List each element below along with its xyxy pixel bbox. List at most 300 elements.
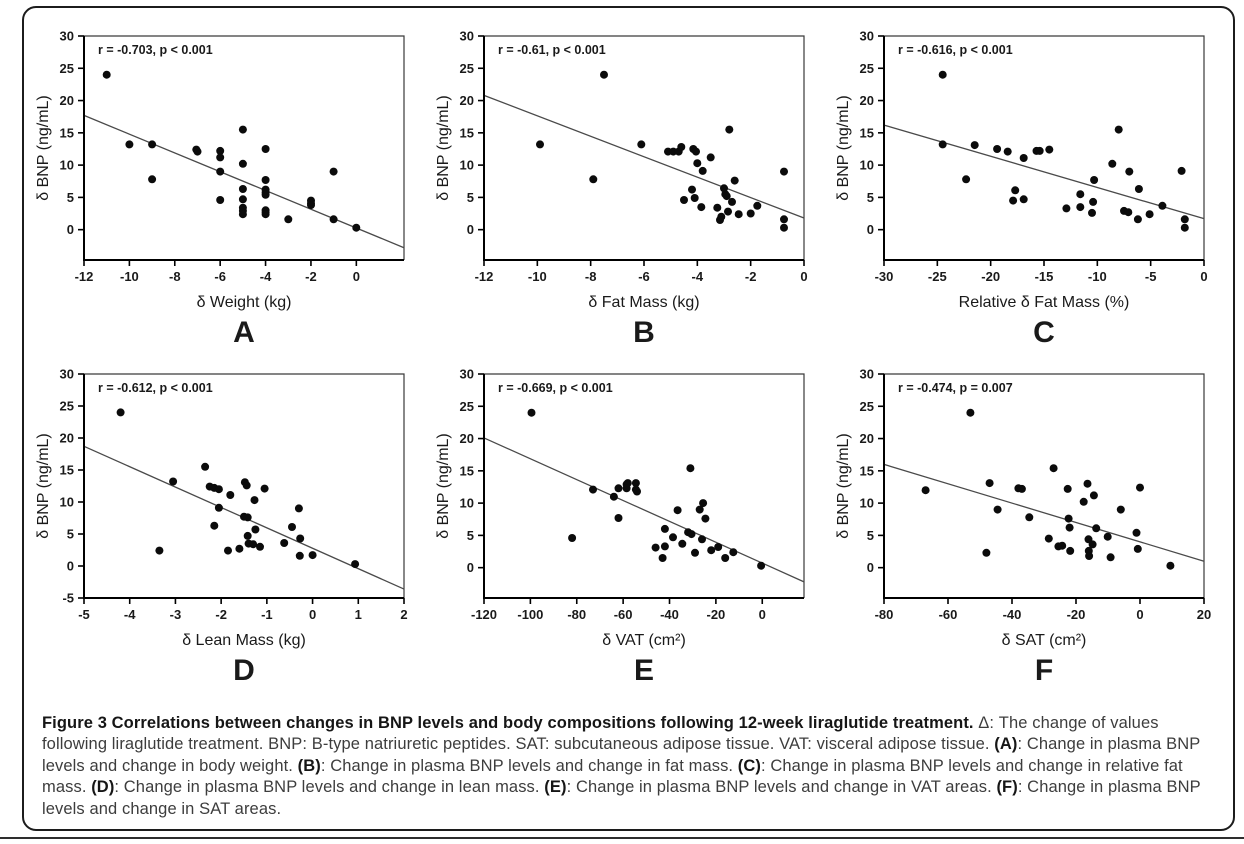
- caption-segment: : Change in plasma BNP levels and change in VAT areas.: [566, 778, 997, 796]
- data-point: [701, 515, 709, 523]
- y-tick-label: 10: [859, 157, 874, 173]
- data-point: [1004, 148, 1012, 156]
- data-point: [707, 153, 715, 161]
- data-point: [724, 208, 732, 216]
- x-tick-label: -60: [613, 607, 633, 622]
- bottom-rule: [0, 837, 1244, 839]
- data-point: [680, 196, 688, 204]
- data-point: [699, 167, 707, 175]
- data-point: [1115, 126, 1123, 134]
- caption-segment: : Change in plasma BNP levels and change in SAT areas.: [42, 778, 1201, 818]
- data-point: [1134, 545, 1142, 553]
- data-point: [235, 545, 243, 553]
- y-axis-label: δ BNP (ng/mL): [835, 433, 852, 539]
- caption-segment: : Change in plasma BNP levels and change in body weight.: [42, 735, 1201, 775]
- x-axis-label: δ Lean Mass (kg): [182, 632, 306, 649]
- y-tick-label: 5: [866, 527, 874, 543]
- regression-line: [884, 464, 1204, 561]
- stats-label: r = -0.474, p = 0.007: [898, 381, 1013, 395]
- caption-bold-segment: (E): [544, 778, 567, 796]
- data-point: [1066, 524, 1074, 532]
- y-tick-label: 30: [459, 28, 474, 44]
- data-point: [994, 506, 1002, 514]
- data-point: [699, 499, 707, 507]
- scatter-points: [939, 71, 1189, 232]
- scatter-plot-C: [832, 16, 1217, 346]
- data-point: [600, 71, 608, 79]
- data-point: [659, 554, 667, 562]
- data-point: [747, 210, 755, 218]
- plot-frame: [484, 374, 804, 598]
- data-point: [589, 175, 597, 183]
- data-point: [716, 216, 724, 224]
- data-point: [1136, 484, 1144, 492]
- x-tick-label: 0: [352, 269, 360, 284]
- data-point: [731, 177, 739, 185]
- data-point: [1085, 552, 1093, 560]
- data-point: [1084, 480, 1092, 488]
- scatter-points: [528, 409, 766, 570]
- data-point: [780, 168, 788, 176]
- data-point: [1089, 540, 1097, 548]
- y-tick-label: 25: [59, 398, 74, 414]
- panel-C: [832, 16, 1217, 346]
- y-tick-label: 25: [859, 398, 874, 414]
- panel-letter: E: [633, 654, 655, 684]
- x-axis-label: Relative δ Fat Mass (%): [958, 294, 1130, 311]
- x-tick-labels: [875, 598, 1212, 622]
- y-tick-label: 0: [866, 560, 874, 576]
- axes: [884, 36, 1204, 260]
- data-point: [757, 562, 765, 570]
- x-tick-label: -12: [74, 269, 94, 284]
- data-point: [568, 534, 576, 542]
- x-tick-label: -4: [123, 607, 136, 622]
- data-point: [780, 215, 788, 223]
- y-tick-label: 20: [859, 93, 874, 109]
- plot-frame: [484, 36, 804, 260]
- x-tick-label: -5: [78, 607, 90, 622]
- y-tick-label: 0: [466, 560, 474, 576]
- y-tick-label: 10: [859, 495, 874, 511]
- data-point: [239, 185, 247, 193]
- scatter-points: [103, 71, 361, 232]
- data-point: [148, 140, 156, 148]
- x-tick-labels: [75, 260, 360, 284]
- panel-letter: C: [1033, 316, 1055, 346]
- x-tick-label: -80: [874, 607, 894, 622]
- x-tick-labels: [875, 260, 1208, 284]
- data-point: [623, 484, 631, 492]
- x-tick-labels: [471, 598, 766, 622]
- data-point: [691, 549, 699, 557]
- panel-A: [32, 16, 417, 346]
- data-point: [698, 535, 706, 543]
- data-point: [633, 488, 641, 496]
- axes: [884, 374, 1204, 598]
- x-tick-label: -10: [1087, 269, 1107, 284]
- data-point: [103, 71, 111, 79]
- data-point: [148, 175, 156, 183]
- caption-segment: : Change in plasma BNP levels and change in fat mass.: [320, 756, 738, 775]
- data-point: [169, 478, 177, 486]
- data-point: [125, 140, 133, 148]
- scatter-plot-E: [432, 354, 817, 684]
- stats-label: r = -0.669, p < 0.001: [498, 381, 613, 395]
- plot-frame: [884, 36, 1204, 260]
- data-point: [1104, 533, 1112, 541]
- data-point: [155, 547, 163, 555]
- stats-label: r = -0.703, p < 0.001: [98, 43, 213, 57]
- data-point: [1117, 506, 1125, 514]
- data-point: [713, 204, 721, 212]
- data-point: [1058, 542, 1066, 550]
- data-point: [1066, 547, 1074, 555]
- data-point: [1089, 198, 1097, 206]
- x-tick-label: -30: [874, 269, 894, 284]
- data-point: [1166, 562, 1174, 570]
- data-point: [728, 198, 736, 206]
- data-point: [677, 143, 685, 151]
- x-tick-label: -12: [474, 269, 494, 284]
- x-axis-label: δ Fat Mass (kg): [588, 294, 700, 311]
- data-point: [284, 215, 292, 223]
- data-point: [1045, 535, 1053, 543]
- y-tick-label: 15: [59, 462, 74, 478]
- caption-bold-segment: (C): [737, 756, 762, 775]
- data-point: [661, 525, 669, 533]
- data-point: [939, 140, 947, 148]
- data-point: [1018, 485, 1026, 493]
- data-point: [215, 485, 223, 493]
- y-axis-label: δ BNP (ng/mL): [35, 95, 52, 201]
- y-axis-label: δ BNP (ng/mL): [835, 95, 852, 201]
- data-point: [922, 486, 930, 494]
- x-axis-label: δ SAT (cm²): [1001, 632, 1087, 649]
- data-point: [610, 493, 618, 501]
- data-point: [194, 148, 202, 156]
- data-point: [1146, 210, 1154, 218]
- y-tick-label: 5: [866, 189, 874, 205]
- data-point: [351, 560, 359, 568]
- y-tick-label: 25: [59, 60, 74, 76]
- data-point: [1045, 146, 1053, 154]
- data-point: [296, 552, 304, 560]
- y-tick-labels: [460, 29, 484, 238]
- data-point: [215, 504, 223, 512]
- data-point: [239, 160, 247, 168]
- x-tick-label: -15: [1034, 269, 1054, 284]
- data-point: [652, 544, 660, 552]
- x-tick-label: -25: [927, 269, 947, 284]
- data-point: [330, 215, 338, 223]
- panel-letter: B: [633, 316, 655, 346]
- y-tick-labels: [860, 367, 884, 576]
- panel-D: [32, 354, 417, 684]
- y-tick-labels: [60, 29, 84, 238]
- x-tick-labels: [78, 598, 407, 622]
- x-tick-label: -4: [259, 269, 272, 284]
- data-point: [536, 140, 544, 148]
- x-tick-labels: [475, 260, 808, 284]
- y-tick-label: 15: [59, 125, 74, 141]
- data-point: [1020, 195, 1028, 203]
- y-tick-label: 5: [466, 189, 474, 205]
- y-tick-label: 30: [859, 366, 874, 382]
- data-point: [678, 540, 686, 548]
- data-point: [251, 526, 259, 534]
- data-point: [637, 140, 645, 148]
- x-tick-label: -20: [706, 607, 726, 622]
- y-tick-label: 10: [59, 494, 74, 510]
- data-point: [1062, 204, 1070, 212]
- data-point: [528, 409, 536, 417]
- x-tick-label: 20: [1196, 607, 1212, 622]
- caption-bold-segment: (F): [996, 778, 1018, 796]
- x-tick-label: 0: [758, 607, 766, 622]
- panel-letter: F: [1034, 654, 1054, 684]
- x-tick-label: -10: [119, 269, 139, 284]
- data-point: [1065, 515, 1073, 523]
- plot-frame: [884, 374, 1204, 598]
- data-point: [1076, 190, 1084, 198]
- data-point: [1076, 203, 1084, 211]
- data-point: [714, 543, 722, 551]
- data-point: [693, 159, 701, 167]
- data-point: [707, 546, 715, 554]
- data-point: [307, 201, 315, 209]
- data-point: [692, 148, 700, 156]
- data-point: [1020, 154, 1028, 162]
- y-tick-label: 10: [459, 495, 474, 511]
- data-point: [1181, 215, 1189, 223]
- y-tick-label: 30: [59, 366, 74, 382]
- y-tick-label: 20: [459, 431, 474, 447]
- data-point: [1107, 553, 1115, 561]
- y-tick-label: 0: [66, 558, 74, 574]
- data-point: [262, 145, 270, 153]
- y-tick-label: 5: [466, 527, 474, 543]
- scatter-points: [922, 409, 1175, 570]
- x-tick-label: 0: [308, 607, 317, 622]
- y-tick-label: 20: [459, 93, 474, 109]
- regression-line: [484, 438, 804, 582]
- y-tick-label: 0: [466, 222, 474, 238]
- data-point: [753, 202, 761, 210]
- data-point: [691, 194, 699, 202]
- data-point: [615, 484, 623, 492]
- data-point: [201, 463, 209, 471]
- data-point: [1135, 185, 1143, 193]
- x-tick-label: -2: [744, 269, 757, 284]
- x-tick-label: -4: [691, 269, 704, 284]
- data-point: [296, 535, 304, 543]
- data-point: [1050, 464, 1058, 472]
- data-point: [686, 464, 694, 472]
- data-point: [1090, 491, 1098, 499]
- x-tick-label: 2: [400, 607, 408, 622]
- data-point: [262, 210, 270, 218]
- data-point: [262, 176, 270, 184]
- data-point: [589, 486, 597, 494]
- y-tick-label: -5: [62, 590, 74, 606]
- data-point: [1124, 208, 1132, 216]
- figure-frame: [22, 6, 1235, 831]
- data-point: [239, 210, 247, 218]
- y-axis-label: δ BNP (ng/mL): [435, 95, 452, 201]
- data-point: [688, 530, 696, 538]
- data-point: [986, 479, 994, 487]
- data-point: [1181, 224, 1189, 232]
- x-tick-label: -20: [1066, 607, 1086, 622]
- x-tick-label: -6: [214, 269, 226, 284]
- data-point: [261, 485, 269, 493]
- panel-F: [832, 354, 1217, 684]
- data-point: [239, 195, 247, 203]
- y-tick-label: 25: [859, 60, 874, 76]
- x-tick-label: -2: [215, 607, 227, 622]
- data-point: [288, 523, 296, 531]
- x-tick-label: 0: [1136, 607, 1144, 622]
- data-point: [243, 481, 251, 489]
- data-point: [352, 224, 360, 232]
- y-tick-label: 5: [66, 189, 74, 205]
- data-point: [780, 224, 788, 232]
- data-point: [1025, 513, 1033, 521]
- regression-line: [884, 125, 1204, 219]
- y-tick-labels: [60, 367, 84, 606]
- x-tick-label: 0: [1200, 269, 1208, 284]
- x-tick-label: -5: [1144, 269, 1157, 284]
- data-point: [330, 168, 338, 176]
- x-tick-label: -8: [584, 269, 597, 284]
- stats-label: r = -0.616, p < 0.001: [898, 43, 1013, 57]
- data-point: [721, 554, 729, 562]
- x-tick-label: 1: [354, 607, 362, 622]
- data-point: [244, 513, 252, 521]
- x-tick-label: -8: [168, 269, 181, 284]
- caption-bold-segment: (A): [994, 735, 1018, 753]
- y-tick-label: 10: [59, 157, 74, 173]
- data-point: [962, 175, 970, 183]
- data-point: [688, 186, 696, 194]
- data-point: [615, 514, 623, 522]
- y-tick-label: 20: [859, 431, 874, 447]
- x-tick-label: -40: [1002, 607, 1022, 622]
- stats-label: r = -0.612, p < 0.001: [98, 381, 213, 395]
- data-point: [226, 491, 234, 499]
- x-tick-label: -10: [527, 269, 547, 284]
- data-point: [661, 542, 669, 550]
- data-point: [1036, 147, 1044, 155]
- scatter-plot-B: [432, 16, 817, 346]
- x-tick-label: -20: [981, 269, 1001, 284]
- data-point: [239, 126, 247, 134]
- scatter-plot-F: [832, 354, 1217, 684]
- y-tick-label: 15: [459, 125, 474, 141]
- caption-bold-segment: Figure 3 Correlations between changes in BNP levels and body compositions following 12-week liraglutide treatment.: [42, 713, 974, 732]
- data-point: [1178, 167, 1186, 175]
- y-tick-labels: [460, 367, 484, 576]
- caption-segment: : Change in plasma BNP levels and change in lean mass.: [114, 778, 545, 796]
- data-point: [966, 409, 974, 417]
- y-tick-label: 5: [66, 526, 74, 542]
- caption-segment: Δ: The change of values following liraglutide treatment. BNP: B-type natriuretic peptides. SAT: subcutaneous adipose tissue. VAT: visceral adipose tissue.: [42, 713, 1159, 753]
- y-tick-labels: [860, 29, 884, 238]
- caption-bold-segment: (D): [91, 778, 115, 796]
- y-axis-label: δ BNP (ng/mL): [35, 433, 52, 539]
- data-point: [216, 168, 224, 176]
- data-point: [1090, 176, 1098, 184]
- data-point: [1108, 160, 1116, 168]
- axes: [484, 36, 804, 260]
- x-tick-label: -3: [169, 607, 182, 622]
- scatter-plot-D: [32, 354, 417, 684]
- y-tick-label: 0: [866, 222, 874, 238]
- y-tick-label: 20: [59, 430, 74, 446]
- panel-E: [432, 354, 817, 684]
- scatter-plot-A: [32, 16, 417, 346]
- data-point: [262, 191, 270, 199]
- y-tick-label: 10: [459, 157, 474, 173]
- x-tick-label: 0: [800, 269, 808, 284]
- data-point: [1064, 485, 1072, 493]
- y-tick-label: 20: [59, 93, 74, 109]
- x-tick-label: -100: [517, 607, 544, 622]
- y-tick-label: 30: [859, 28, 874, 44]
- data-point: [1092, 524, 1100, 532]
- data-point: [1134, 215, 1142, 223]
- panel-letter: D: [233, 654, 255, 684]
- panel-B: [432, 16, 817, 346]
- data-point: [1080, 498, 1088, 506]
- data-point: [669, 533, 677, 541]
- figure-caption: [42, 713, 1220, 821]
- y-tick-label: 25: [459, 60, 474, 76]
- y-tick-label: 0: [66, 222, 74, 238]
- panel-letter: A: [233, 316, 255, 346]
- data-point: [735, 210, 743, 218]
- data-point: [729, 548, 737, 556]
- x-tick-label: -60: [938, 607, 958, 622]
- scatter-points: [536, 71, 788, 232]
- y-tick-label: 15: [859, 463, 874, 479]
- y-tick-label: 25: [459, 398, 474, 414]
- x-tick-label: -1: [261, 607, 273, 622]
- caption-segment: : Change in plasma BNP levels and change in relative fat mass.: [42, 756, 1183, 796]
- y-axis-label: δ BNP (ng/mL): [435, 433, 452, 539]
- data-point: [1133, 529, 1141, 537]
- data-point: [1158, 202, 1166, 210]
- x-tick-label: -80: [567, 607, 587, 622]
- regression-line: [484, 95, 804, 218]
- data-point: [971, 141, 979, 149]
- data-point: [1088, 209, 1096, 217]
- x-tick-label: -40: [660, 607, 679, 622]
- data-point: [674, 506, 682, 514]
- data-point: [697, 203, 705, 211]
- x-tick-label: -120: [470, 607, 498, 622]
- data-point: [244, 532, 252, 540]
- stats-label: r = -0.61, p < 0.001: [498, 43, 606, 57]
- data-point: [117, 408, 125, 416]
- x-axis-label: δ Weight (kg): [196, 294, 292, 311]
- data-point: [280, 539, 288, 547]
- data-point: [1011, 186, 1019, 194]
- x-axis-label: δ VAT (cm²): [602, 632, 686, 649]
- x-tick-label: -6: [638, 269, 650, 284]
- data-point: [249, 540, 257, 548]
